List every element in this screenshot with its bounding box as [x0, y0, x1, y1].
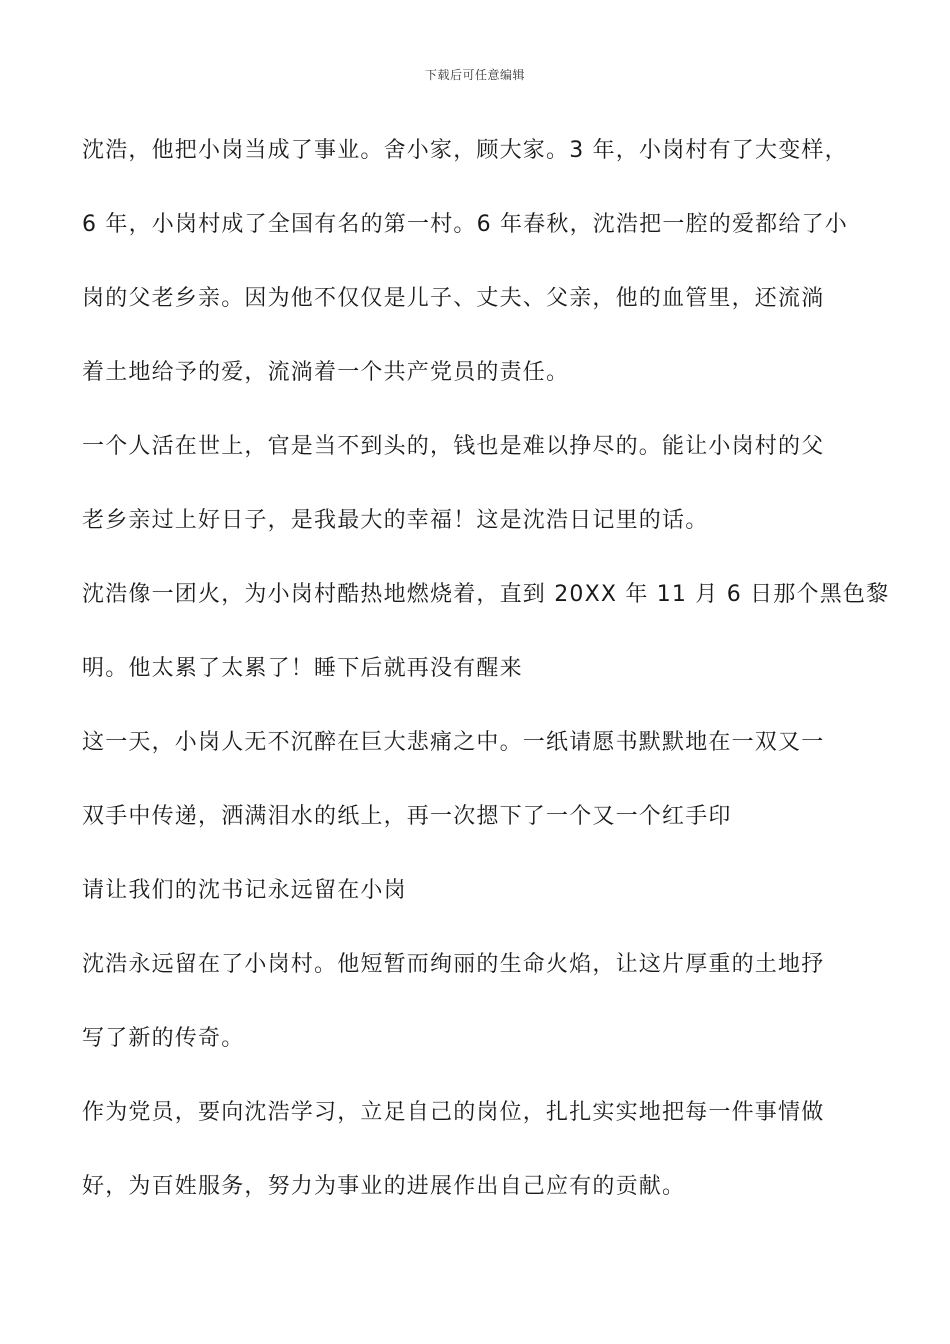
text-line: 沈浩，他把小岗当成了事业。舍小家，顾大家。3 年，小岗村有了大变样， — [82, 138, 848, 163]
text-line: 好，为百姓服务，努力为事业的进展作出自己应有的贡献。 — [82, 1174, 686, 1199]
text-line: 一个人活在世上，官是当不到头的，钱也是难以挣尽的。能让小岗村的父 — [82, 434, 825, 459]
paragraph — [82, 854, 882, 928]
text-line: 沈浩像一团火，为小岗村酷热地燃烧着，直到 20XX 年 11 月 6 日那个黑色黎 — [82, 582, 890, 607]
text-line: 沈浩永远留在了小岗村。他短暂而绚丽的生命火焰，让这片厚重的土地抒 — [82, 952, 825, 977]
text-line: 作为党员，要向沈浩学习，立足自己的岗位，扎扎实实地把每一件事情做 — [82, 1100, 825, 1125]
text-line: 双手中传递，洒满泪水的纸上，再一次摁下了一个又一个红手印 — [82, 804, 732, 829]
text-line: 这一天，小岗人无不沉醉在巨大悲痛之中。一纸请愿书默默地在一双又一 — [82, 730, 825, 755]
text-line: 6 年，小岗村成了全国有名的第一村。6 年春秋，沈浩把一腔的爱都给了小 — [82, 212, 848, 237]
text-line: 写了新的传奇。 — [82, 1026, 245, 1051]
paragraph — [82, 410, 882, 558]
header-note: 下载后可任意编辑 — [424, 68, 525, 82]
text-line: 着土地给予的爱，流淌着一个共产党员的责任。 — [82, 360, 570, 385]
paragraph — [82, 1076, 882, 1224]
paragraph — [82, 706, 882, 854]
document-body — [82, 114, 890, 1224]
text-line: 请让我们的沈书记永远留在小岗 — [82, 878, 407, 903]
paragraph — [82, 558, 890, 706]
text-line: 岗的父老乡亲。因为他不仅仅是儿子、丈夫、父亲，他的血管里，还流淌 — [82, 286, 825, 311]
paragraph — [82, 928, 882, 1076]
paragraph — [82, 114, 882, 410]
text-line: 明。他太累了太累了！睡下后就再没有醒来 — [82, 656, 523, 681]
text-line: 老乡亲过上好日子，是我最大的幸福！这是沈浩日记里的话。 — [82, 508, 709, 533]
